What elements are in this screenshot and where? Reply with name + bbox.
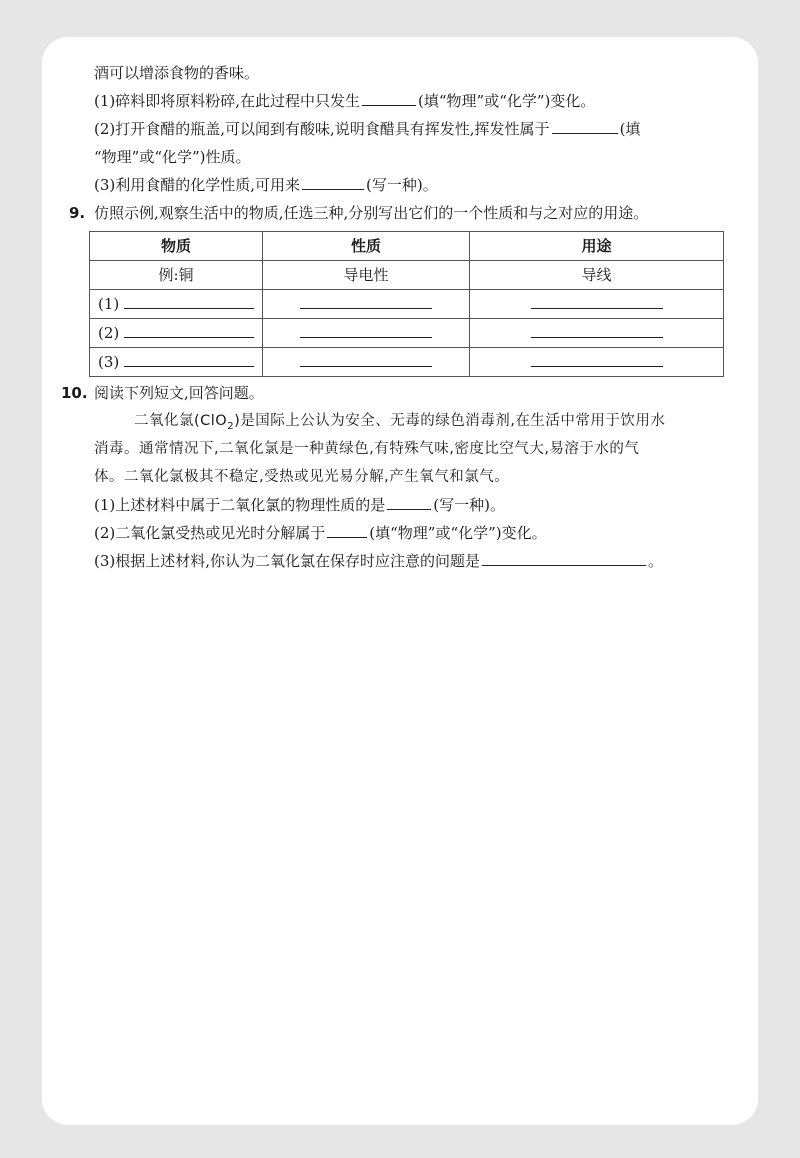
q8-part2-answer-blank[interactable]	[552, 116, 618, 134]
q8-part2	[94, 115, 734, 143]
q10-prompt-text: 阅读下列短文,回答问题。	[94, 384, 264, 402]
passage-text: 消毒。通常情况下,二氧化氯是一种黄绿色,有特殊气味,密度比空气大,易溶于水的气	[94, 441, 640, 457]
use-answer-blank[interactable]	[531, 352, 663, 367]
q8-part2-continued	[94, 143, 734, 171]
q9-number: 9.	[69, 204, 86, 222]
row-cell-substance	[90, 348, 263, 377]
q10-part3-suffix: 。	[648, 552, 664, 570]
row-label: (1)	[98, 295, 120, 313]
row-label: (3)	[98, 353, 120, 371]
q8-part2-text: (2)打开食醋的瓶盖,可以闻到有酸味,说明食醋具有挥发性,挥发性属于	[94, 120, 550, 138]
q10-part2-text: (2)二氧化氯受热或见光时分解属于	[94, 524, 326, 542]
q8-part2-cont-text: “物理”或“化学”)性质。	[94, 148, 251, 166]
table-row	[90, 290, 724, 319]
q10-part3-answer-blank[interactable]	[482, 548, 646, 566]
q9-property-table	[89, 231, 724, 377]
q10-passage-line3	[94, 463, 734, 491]
passage-text: )是国际上公认为安全、无毒的绿色消毒剂,在生活中常用于饮用水	[234, 413, 666, 429]
q10-prompt	[61, 379, 734, 407]
row-cell-substance	[90, 319, 263, 348]
worksheet-content	[61, 59, 734, 575]
table-row	[90, 348, 724, 377]
header-substance: 物质	[90, 232, 263, 261]
q10-part2-answer-blank[interactable]	[327, 520, 367, 538]
example-use: 导线	[470, 261, 724, 290]
q8-part3-text: (3)利用食醋的化学性质,可用来	[94, 176, 301, 194]
q10-passage-line1	[94, 407, 734, 435]
row-cell-property	[263, 290, 470, 319]
example-property: 导电性	[263, 261, 470, 290]
row-cell-use	[470, 290, 724, 319]
q10-part3	[94, 547, 734, 575]
q10-part2	[94, 519, 734, 547]
q10-part3-text: (3)根据上述材料,你认为二氧化氯在保存时应注意的问题是	[94, 552, 481, 570]
q8-part1-answer-blank[interactable]	[362, 88, 416, 106]
row-cell-substance	[90, 290, 263, 319]
substance-answer-blank[interactable]	[124, 294, 254, 309]
row-cell-use	[470, 319, 724, 348]
property-answer-blank[interactable]	[300, 352, 432, 367]
use-answer-blank[interactable]	[531, 323, 663, 338]
header-property: 性质	[263, 232, 470, 261]
q8-intro	[94, 59, 734, 87]
passage-text: 二氧化氯(ClO	[134, 413, 228, 429]
q9-prompt	[69, 199, 734, 227]
header-use: 用途	[470, 232, 724, 261]
passage-text: 体。二氧化氯极其不稳定,受热或见光易分解,产生氧气和氯气。	[94, 469, 510, 485]
q8-intro-text: 酒可以增添食物的香味。	[94, 64, 260, 82]
q10-part1-suffix: (写一种)。	[433, 496, 505, 514]
property-answer-blank[interactable]	[300, 294, 432, 309]
row-label: (2)	[98, 324, 120, 342]
q9-prompt-text: 仿照示例,观察生活中的物质,任选三种,分别写出它们的一个性质和与之对应的用途。	[94, 204, 649, 222]
table-row	[90, 319, 724, 348]
row-cell-use	[470, 348, 724, 377]
q10-part2-suffix: (填“物理”或“化学”)变化。	[369, 524, 547, 542]
q8-part1-suffix: (填“物理”或“化学”)变化。	[418, 92, 596, 110]
example-substance: 例:铜	[90, 261, 263, 290]
row-cell-property	[263, 319, 470, 348]
table-header-row	[90, 232, 724, 261]
q10-passage-line2	[94, 435, 734, 463]
q10-part1-answer-blank[interactable]	[387, 492, 431, 510]
use-answer-blank[interactable]	[531, 294, 663, 309]
q8-part3	[94, 171, 734, 199]
row-cell-property	[263, 348, 470, 377]
q8-part3-suffix: (写一种)。	[366, 176, 438, 194]
worksheet-page	[42, 37, 758, 1125]
q10-part1	[94, 491, 734, 519]
substance-answer-blank[interactable]	[124, 323, 254, 338]
formula-subscript: 2	[227, 420, 235, 432]
q8-part2-suffix: (填	[619, 120, 641, 138]
q8-part1	[94, 87, 734, 115]
q10-part1-text: (1)上述材料中属于二氧化氯的物理性质的是	[94, 496, 386, 514]
q10-number: 10.	[61, 384, 88, 402]
table-example-row	[90, 261, 724, 290]
q8-part3-answer-blank[interactable]	[302, 172, 364, 190]
property-answer-blank[interactable]	[300, 323, 432, 338]
substance-answer-blank[interactable]	[124, 352, 254, 367]
q8-part1-text: (1)碎料即将原料粉碎,在此过程中只发生	[94, 92, 361, 110]
